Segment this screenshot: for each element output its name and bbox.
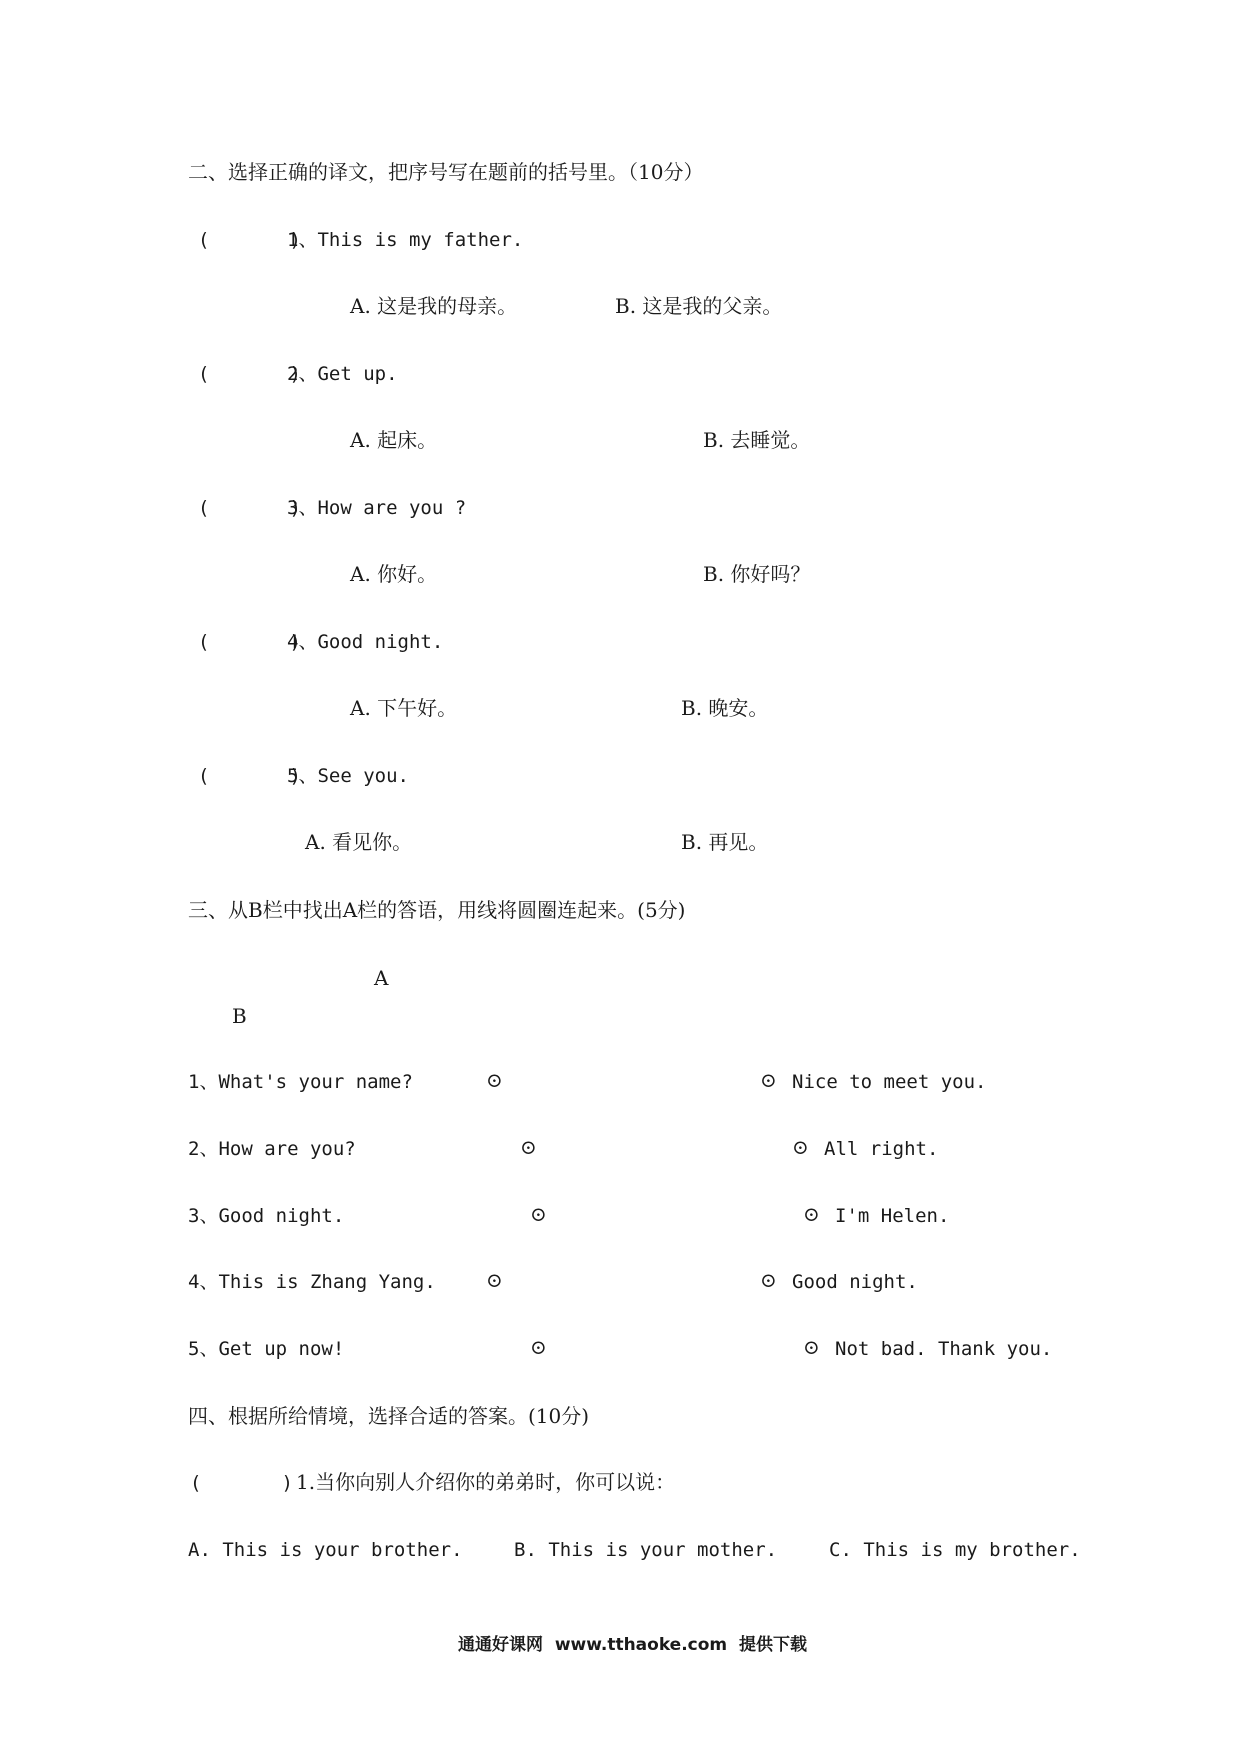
column-b-label: B [232, 1004, 247, 1028]
match-left-1: 1、What's your name? [188, 1071, 413, 1093]
match-circle-right-3[interactable]: ⊙ [803, 1202, 820, 1226]
q5-bracket[interactable]: ( ) [198, 765, 301, 787]
q4-bracket[interactable]: ( ) [198, 631, 301, 653]
section3-title: 三、从B栏中找出A栏的答语，用线将圆圈连起来。(5分) [188, 898, 686, 922]
match-right-3: I'm Helen. [835, 1205, 950, 1227]
q2-text: 2、Get up. [287, 363, 398, 385]
match-circle-right-1[interactable]: ⊙ [760, 1068, 777, 1092]
s4-q1-option-a: A. This is your brother. [188, 1539, 463, 1561]
q4-option-b: B. 晚安。 [681, 696, 769, 720]
q1-option-a: A. 这是我的母亲。 [350, 294, 518, 318]
match-left-4: 4、This is Zhang Yang. [188, 1271, 436, 1293]
column-a-label: A [374, 966, 389, 990]
q5-option-b: B. 再见。 [681, 830, 769, 854]
q1-text: 1、This is my father. [287, 229, 524, 251]
q1-option-b: B. 这是我的父亲。 [615, 294, 783, 318]
match-circle-left-4[interactable]: ⊙ [486, 1268, 503, 1292]
match-circle-right-5[interactable]: ⊙ [803, 1335, 820, 1359]
s4-q1-option-c: C. This is my brother. [829, 1539, 1081, 1561]
match-circle-right-4[interactable]: ⊙ [760, 1268, 777, 1292]
section4-title: 四、根据所给情境，选择合适的答案。(10分) [188, 1404, 590, 1428]
q4-text: 4、Good night. [287, 631, 444, 653]
q3-option-a: A. 你好。 [350, 562, 438, 586]
match-circle-left-5[interactable]: ⊙ [530, 1335, 547, 1359]
match-left-2: 2、How are you? [188, 1138, 356, 1160]
match-circle-left-3[interactable]: ⊙ [530, 1202, 547, 1226]
q2-bracket[interactable]: ( ) [198, 363, 301, 385]
match-circle-left-2[interactable]: ⊙ [520, 1135, 537, 1159]
q4-option-a: A. 下午好。 [350, 696, 458, 720]
match-circle-left-1[interactable]: ⊙ [486, 1068, 503, 1092]
match-right-4: Good night. [792, 1271, 918, 1293]
q2-option-b: B. 去睡觉。 [703, 428, 811, 452]
match-right-2: All right. [824, 1138, 939, 1160]
q2-option-a: A. 起床。 [350, 428, 438, 452]
match-right-5: Not bad. Thank you. [835, 1338, 1053, 1360]
q3-bracket[interactable]: ( ) [198, 497, 301, 519]
q5-option-a: A. 看见你。 [305, 830, 413, 854]
q5-text: 5、See you. [287, 765, 409, 787]
match-circle-right-2[interactable]: ⊙ [792, 1135, 809, 1159]
q1-bracket[interactable]: ( ) [198, 229, 301, 251]
footer-text: 通通好课网 www.tthaoke.com 提供下载 [458, 1635, 807, 1655]
match-left-3: 3、Good night. [188, 1205, 345, 1227]
match-left-5: 5、Get up now! [188, 1338, 345, 1360]
q3-option-b: B. 你好吗？ [703, 562, 811, 586]
s4-q1-option-b: B. This is your mother. [514, 1539, 778, 1561]
s4-q1-bracket[interactable]: ( ) [190, 1472, 293, 1494]
s4-q1-text: 1.当你向别人介绍你的弟弟时，你可以说： [296, 1470, 676, 1494]
section2-title: 二、选择正确的译文，把序号写在题前的括号里。（10分） [188, 160, 704, 184]
q3-text: 3、How are you ? [287, 497, 467, 519]
match-right-1: Nice to meet you. [792, 1071, 987, 1093]
